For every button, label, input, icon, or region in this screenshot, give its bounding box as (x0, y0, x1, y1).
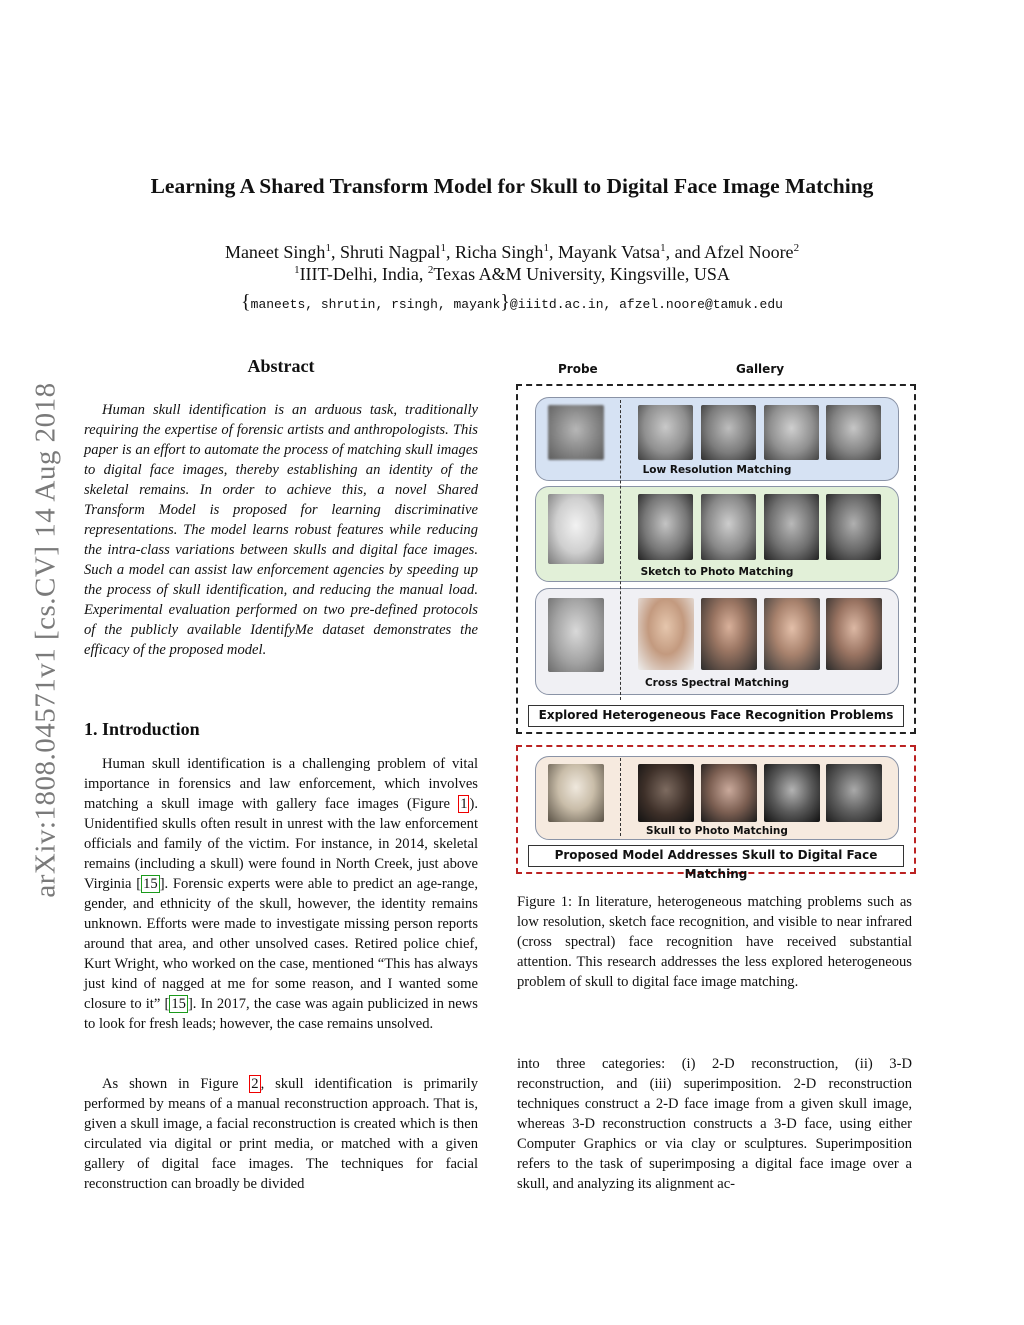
probe-label: Probe (558, 362, 598, 376)
author-mark: 1 (325, 242, 331, 254)
gallery-face (826, 494, 881, 560)
panel-cross-spectral (535, 588, 899, 695)
affiliations: $^1$IIIT-Delhi, India, $^2$Texas A&M University, Kingsville, USA (294, 264, 730, 284)
gallery-face (826, 764, 882, 822)
gallery-face (638, 494, 693, 560)
gallery-face (764, 494, 819, 560)
gallery-face (701, 405, 756, 460)
gallery-face (638, 405, 693, 460)
gallery-face (764, 764, 820, 822)
intro-paragraph-3: into three categories: (i) 2-D reconstruction, (ii) 3-D reconstruction, and (iii) superimposition. 2-D reconstruction techniques construct a 2-D face image from a given skull image, whereas 3-D reconstruction constructs a 3-D face, using either Computer Graphics or via clay or sculptures. Superimposition refers to the task of superimposing a digital face image over a skull, and analyzing its alignment ac- (517, 1056, 912, 1192)
gallery-face (638, 598, 694, 670)
section-heading: 1. Introduction (84, 719, 200, 739)
author-emails: {maneets, shrutin, rsingh, mayank}@iiitd.ac.in, afzel.noore@tamuk.edu (241, 291, 783, 313)
gallery-face (764, 598, 820, 670)
panel-caption: Sketch to Photo Matching (640, 566, 794, 578)
probe-gallery-divider (620, 758, 621, 836)
proposed-model-label: Proposed Model Addresses Skull to Digital Face Matching (528, 845, 904, 867)
abstract-text: Human skull identification is an arduous task, traditionally requiring the expertise of forensic artists and anthropologists. This paper is an effort to automate the process of matching skull images to digital face images, thereby establishing an identity of the skeletal remains. In order to achieve this, a novel Shared Transform Model is proposed for learning discriminative representations. The model learns robust features while reducing the intra-class variations between skulls and digital face images. Such a model can assist law enforcement agencies by speeding up the process of skull identification, and reducing the manual load. Experimental evaluation performed on two pre-defined protocols of the publicly available IdentifyMe dataset demonstrates the efficacy of the proposed model. (84, 402, 478, 658)
intro-paragraph-2: As shown in Figure 2 , skull identification is primarily performed by means of a manual reconstruction approach. That is, given a skull image, a facial reconstruction is created which is then circulated via digital or print media, or matched with a given gallery of digital face images. The techniques for facial reconstruction can broadly be divided (84, 1076, 478, 1192)
gallery-label: Gallery (736, 362, 785, 376)
figure-link[interactable]: 2 (251, 1076, 259, 1092)
figure-link[interactable]: 1 (460, 796, 468, 812)
citation-link[interactable]: 15 (171, 996, 186, 1012)
explored-problems-label: Explored Heterogeneous Face Recognition Problems (528, 705, 904, 727)
panel-skull (535, 756, 899, 840)
probe-face-sketch (548, 494, 604, 564)
affiliation: IIIT-Delhi, India (299, 264, 419, 284)
probe-gallery-divider (620, 400, 621, 700)
paper-title: Learning A Shared Transform Model for Skull to Digital Face Image Matching (150, 174, 874, 198)
panel-caption: Skull to Photo Matching (646, 825, 788, 837)
abstract-heading: Abstract (247, 356, 315, 376)
figure-1 (515, 358, 917, 881)
author-mark: 1 (543, 242, 549, 254)
gallery-face (764, 405, 819, 460)
intro-paragraph-1: Human skull identification is a challenging problem of vital importance in forensics and law enforcement, which involves matching a skull image with gallery face images (Figure 1 ). Unidentified skulls often result in unrest with the law enforcement officials and family of the victim. For instance, in 2014, skeletal remains (including a skull) were found in North Creek, just above Virginia [ 15 ]. Forensic experts were able to predict an age-range, gender, and ethnicity of the skull, however, the identity remains unknown. Efforts were made to investigate missing person reports around that area, and other unsolved cases. Retired police chief, Kurt Wright, who worked on the case, mentioned “This has always just kind of nagged at me for some reason, and I wanted some closure to it” [ 15 ]. In 2017, the case was again publicized in news to look for fresh leads; however, the case remains unsolved. (84, 756, 478, 1032)
arxiv-identifier: arXiv:1808.04571v1 [cs.CV] 14 Aug 2018 (29, 382, 62, 898)
author-mark: 1 (660, 242, 666, 254)
probe-skull (548, 764, 604, 822)
panel-caption: Cross Spectral Matching (644, 677, 790, 689)
probe-face-lowres (548, 405, 604, 460)
panel-low-resolution (535, 397, 899, 481)
author-mark: 2 (793, 242, 800, 254)
affiliation: Texas A&M University, Kingsville, USA (433, 264, 730, 284)
author-name: Richa Singh (454, 242, 544, 262)
gallery-face (701, 598, 757, 670)
author-name: Mayank Vatsa (557, 242, 661, 262)
gallery-face (826, 405, 881, 460)
author-name: Maneet Singh (224, 242, 326, 262)
gallery-face (701, 764, 757, 822)
probe-face-nir (548, 598, 604, 672)
citation-link[interactable]: 15 (143, 876, 158, 892)
author-mark: 1 (440, 242, 446, 254)
author-list: Maneet Singh$^1$, Shruti Nagpal$^1$, Richa Singh$^1$, Mayank Vatsa$^1$, and Afzel Noore$^2$ (224, 242, 800, 262)
gallery-face (826, 598, 882, 670)
figure-caption: Figure 1: In literature, heterogeneous matching problems such as low resolution, sketch face recognition, and visible to near infrared (cross spectral) face recognition have received substantial attention. This research addresses the less explored heterogeneous problem of skull to digital face image matching. (517, 894, 912, 990)
gallery-face (701, 494, 756, 560)
panel-sketch (535, 486, 899, 582)
panel-caption: Low Resolution Matching (642, 464, 792, 476)
author-name: Shruti Nagpal (339, 242, 441, 262)
gallery-face (638, 764, 694, 822)
author-name: Afzel Noore (704, 242, 794, 262)
